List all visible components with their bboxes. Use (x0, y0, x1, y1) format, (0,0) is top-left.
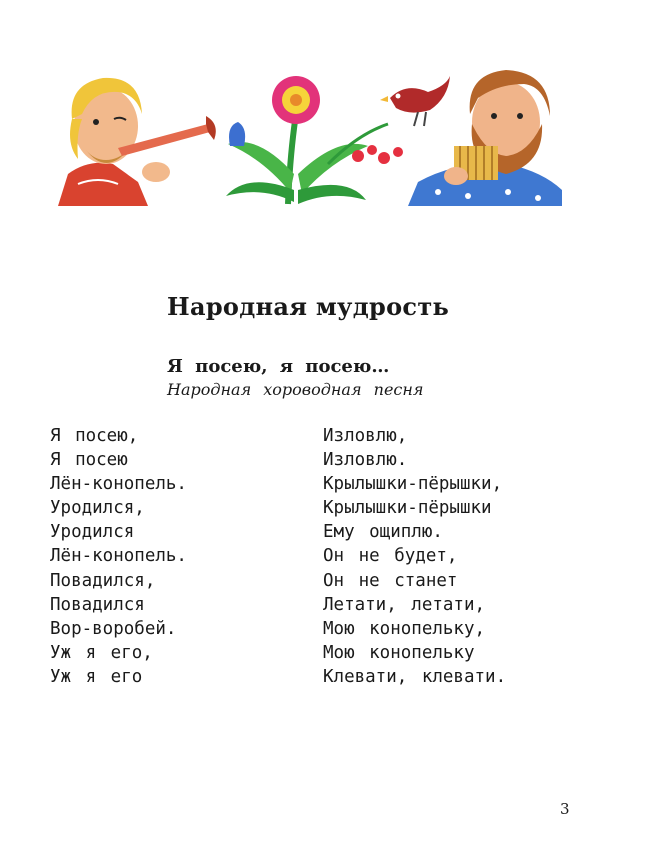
verse-line: Вор-воробей. (50, 618, 177, 639)
verse-line: Изловлю. (323, 450, 408, 471)
verse-line: Изловлю, (323, 426, 408, 446)
verse-line: Мою конопельку (323, 642, 475, 663)
song-title: Я посею, я посею… (167, 356, 390, 377)
verse-line: Лён-конопель. (50, 474, 187, 495)
verse-line: Он не будет, (323, 546, 458, 567)
verse-column-right (323, 424, 506, 689)
verse-line: Я посею, (50, 426, 139, 446)
pan-flute-player-figure (408, 70, 562, 206)
verse-line: Клевати, клевати. (323, 666, 507, 687)
section-heading: Народная мудрость (167, 292, 450, 321)
verse-line: Уродился, (50, 498, 145, 519)
pan-flute-instrument (444, 146, 498, 185)
verse-line: Уж я его, (50, 642, 153, 663)
verse-line: Ему ощиплю. (323, 522, 443, 543)
verse-line: Крылышки-пёрышки (323, 498, 492, 519)
verse-line: Я посею (50, 450, 128, 471)
verse-line: Уродился (50, 522, 135, 543)
page-number: 3 (560, 800, 570, 818)
song-subtitle: Народная хороводная песня (167, 380, 424, 399)
verse-line: Мою конопельку, (323, 618, 486, 639)
verse-line: Летати, летати, (323, 594, 486, 615)
header-illustration (58, 64, 562, 206)
verse-line: Крылышки-пёрышки, (323, 474, 503, 495)
verse-line: Он не станет (323, 570, 458, 591)
verse-line: Лён-конопель. (50, 546, 187, 567)
folk-flower (226, 76, 368, 204)
verse-line: Повадился (50, 594, 145, 615)
verse-line: Уж я его (50, 666, 143, 687)
verse-column-left (50, 424, 187, 689)
verse-line: Повадился, (50, 570, 156, 591)
bird-figure (380, 76, 450, 126)
